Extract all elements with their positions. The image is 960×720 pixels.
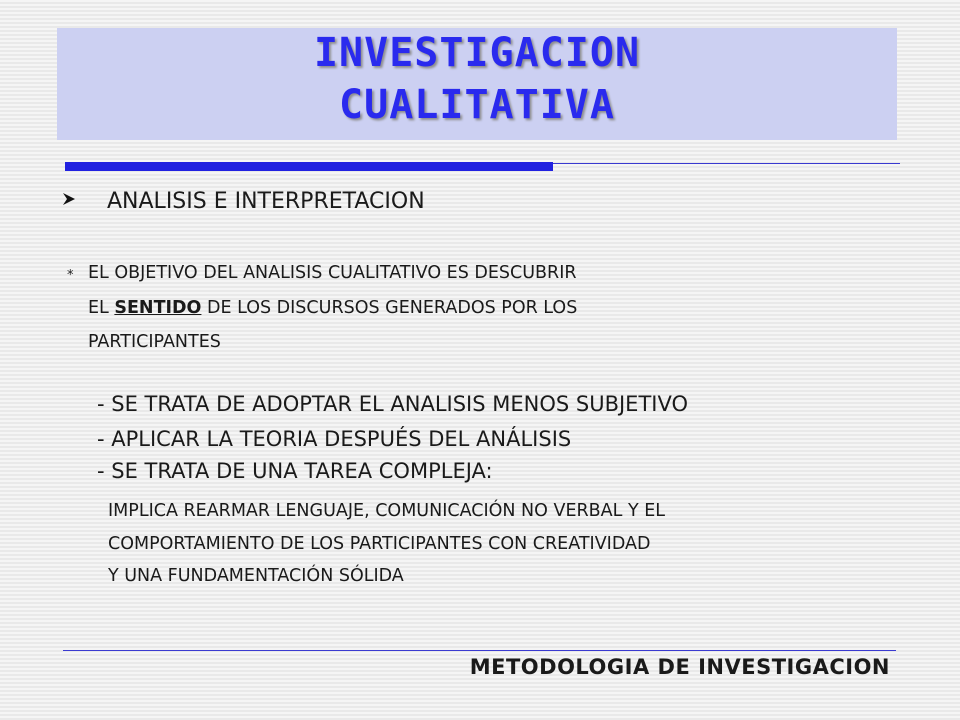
detail-line-3: Y UNA FUNDAMENTACIÓN SÓLIDA xyxy=(108,566,404,586)
title-accent-bar xyxy=(65,162,553,171)
detail-line-2: COMPORTAMIENTO DE LOS PARTICIPANTES CON CREATIVIDAD xyxy=(108,534,651,554)
arrow-bullet-icon xyxy=(62,192,76,206)
objective-line-2-end: DE LOS DISCURSOS GENERADOS POR LOS xyxy=(201,298,578,318)
slide-title-line-1: INVESTIGACION xyxy=(313,30,641,76)
title-divider-line xyxy=(553,163,900,164)
objective-line-3: PARTICIPANTES xyxy=(88,332,221,352)
detail-line-1: IMPLICA REARMAR LENGUAJE, COMUNICACIÓN NO VERBAL Y EL xyxy=(108,501,666,521)
list-item: - SE TRATA DE UNA TAREA COMPLEJA: xyxy=(97,459,493,483)
objective-line-1: EL OBJETIVO DEL ANALISIS CUALITATIVO ES DESCUBRIR xyxy=(88,263,577,283)
objective-marker: * xyxy=(67,268,74,283)
emphasized-word: SENTIDO xyxy=(114,298,202,318)
objective-line-2-start: EL xyxy=(88,298,115,318)
slide-title-line-2: CUALITATIVA xyxy=(339,82,615,128)
objective-line-2 xyxy=(88,298,577,318)
section-heading: ANALISIS E INTERPRETACION xyxy=(107,189,425,214)
footer-divider-line xyxy=(63,650,896,651)
list-item: - APLICAR LA TEORIA DESPUÉS DEL ANÁLISIS xyxy=(97,427,572,451)
list-item: - SE TRATA DE ADOPTAR EL ANALISIS MENOS SUBJETIVO xyxy=(97,392,688,416)
footer-text: METODOLOGIA DE INVESTIGACION xyxy=(469,655,890,679)
